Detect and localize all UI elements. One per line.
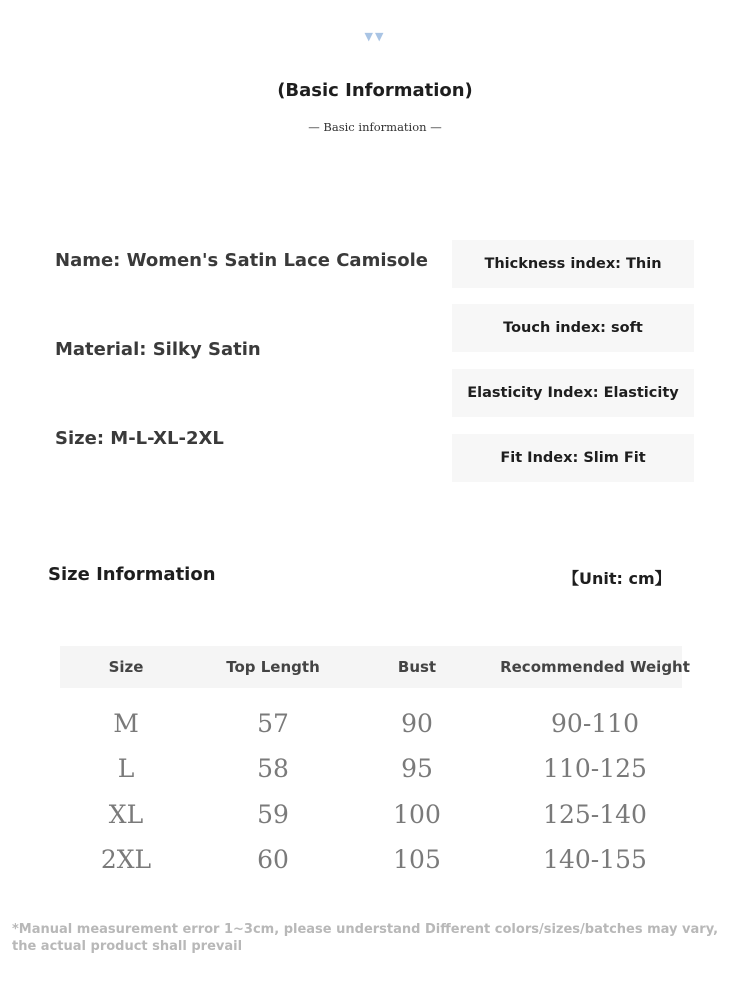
fit-index: Fit Index: Slim Fit xyxy=(452,434,694,482)
column-header-bust: Bust xyxy=(397,658,437,676)
cell-bust: 95 xyxy=(401,754,433,783)
cell-size: XL xyxy=(108,800,144,829)
spec-size: Size: M-L-XL-2XL xyxy=(55,428,224,449)
cell-size: 2XL xyxy=(100,845,152,874)
cell-weight: 110-125 xyxy=(543,754,647,783)
cell-size: M xyxy=(113,709,139,738)
cell-weight: 90-110 xyxy=(551,709,639,738)
cell-bust: 100 xyxy=(393,800,441,829)
size-table-header xyxy=(60,646,690,688)
spec-material: Material: Silky Satin xyxy=(55,339,261,360)
size-information-title: Size Information xyxy=(48,564,216,585)
cell-top-length: 59 xyxy=(257,800,289,829)
cell-weight: 125-140 xyxy=(543,800,647,829)
elasticity-index: Elasticity Index: Elasticity xyxy=(452,369,694,417)
spec-name: Name: Women's Satin Lace Camisole xyxy=(55,250,428,271)
cell-bust: 105 xyxy=(393,845,441,874)
thickness-index: Thickness index: Thin xyxy=(452,240,694,288)
cell-bust: 90 xyxy=(401,709,433,738)
cell-weight: 140-155 xyxy=(543,845,647,874)
page-title: (Basic Information) xyxy=(277,80,473,101)
cell-top-length: 60 xyxy=(257,845,289,874)
unit-label: 【Unit: cm】 xyxy=(563,569,671,588)
column-header-top-length: Top Length xyxy=(226,658,320,676)
measurement-note: *Manual measurement error 1~3cm, please understand Different colors/sizes/batches may vary, the actual product shall prevail xyxy=(12,922,719,954)
page-subtitle: — Basic information — xyxy=(308,120,442,134)
cell-top-length: 58 xyxy=(257,754,289,783)
decorative-arrows-icon: ▼▼ xyxy=(364,30,386,43)
column-header-recommended-weight: Recommended Weight xyxy=(500,658,690,676)
cell-top-length: 57 xyxy=(257,709,289,738)
touch-index: Touch index: soft xyxy=(452,304,694,352)
cell-size: L xyxy=(117,754,135,783)
column-header-size: Size xyxy=(108,658,144,676)
